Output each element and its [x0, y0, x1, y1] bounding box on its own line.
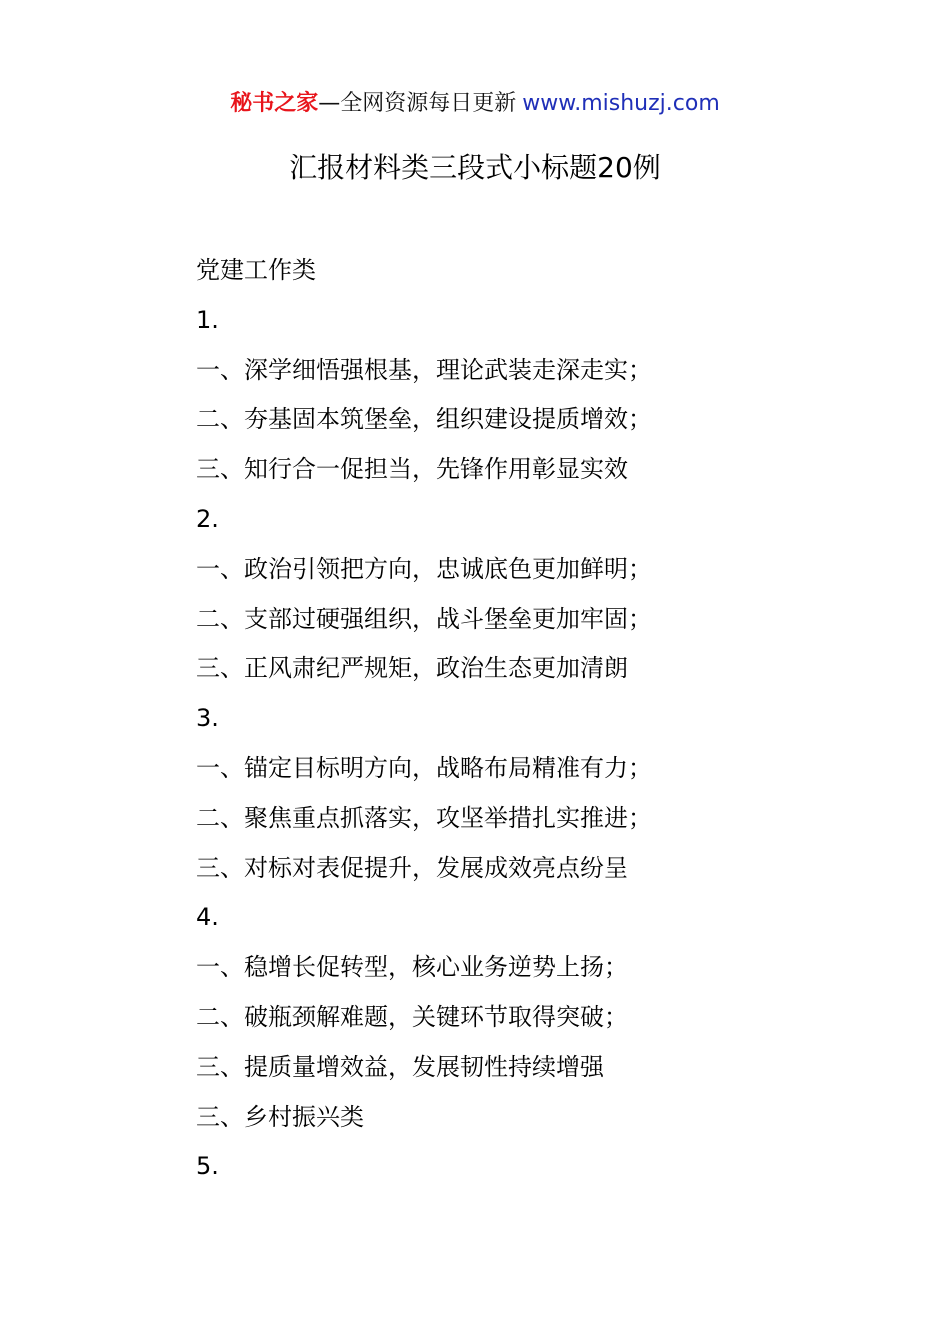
subheading-line: 三、正风肃纪严规矩，政治生态更加清朗	[196, 654, 628, 683]
header-dash: —	[318, 91, 341, 116]
section-heading: 三、乡村振兴类	[196, 1102, 364, 1131]
subheading-line: 二、破瓶颈解难题，关键环节取得突破；	[196, 1002, 628, 1031]
section-heading: 党建工作类	[196, 256, 316, 284]
subheading-line: 二、聚焦重点抓落实，攻坚举措扎实推进；	[196, 803, 652, 832]
subheading-line: 一、深学细悟强根基，理论武装走深走实；	[196, 355, 652, 384]
document-body	[196, 246, 896, 1192]
subheading-line: 一、稳增长促转型，核心业务逆势上扬；	[196, 953, 628, 982]
example-number: 2.	[196, 504, 219, 533]
brand-name: 秘书之家	[230, 91, 319, 116]
example-number: 1.	[196, 305, 219, 334]
subheading-line: 二、夯基固本筑堡垒，组织建设提质增效；	[196, 405, 652, 434]
example-number: 3.	[196, 704, 219, 733]
example-number: 4.	[196, 903, 219, 932]
subheading-line: 一、政治引领把方向，忠诚底色更加鲜明；	[196, 554, 652, 583]
subheading-line: 三、知行合一促担当，先锋作用彰显实效	[196, 455, 628, 484]
subheading-line: 一、锚定目标明方向，战略布局精准有力；	[196, 753, 652, 782]
subheading-line: 二、支部过硬强组织，战斗堡垒更加牢固；	[196, 604, 652, 633]
header-slogan: 全网资源每日更新	[340, 91, 517, 116]
site-header	[0, 88, 950, 120]
document-title: 汇报材料类三段式小标题20例	[289, 151, 661, 184]
subheading-line: 三、对标对表促提升，发展成效亮点纷呈	[196, 853, 628, 882]
site-url: www.mishuzj.com	[522, 91, 720, 116]
example-number: 5.	[196, 1152, 219, 1181]
subheading-line: 三、提质量增效益，发展韧性持续增强	[196, 1052, 604, 1081]
